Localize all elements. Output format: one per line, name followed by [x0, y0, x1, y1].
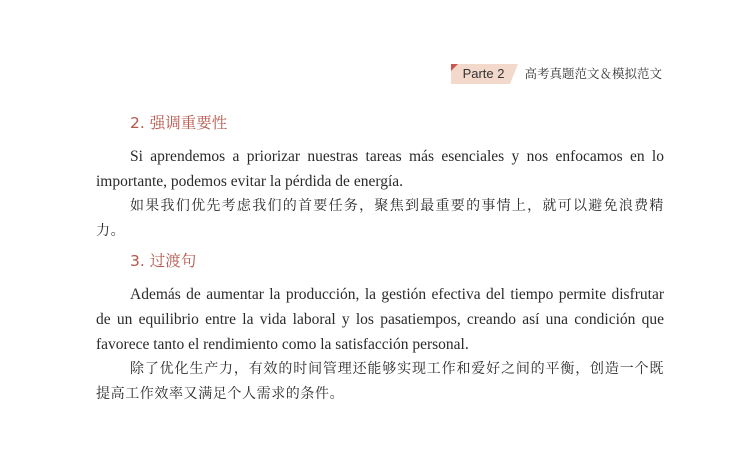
page-content: [96, 112, 664, 407]
page-header: [451, 64, 662, 84]
section-heading: 2. 强调重要性: [130, 114, 228, 132]
spanish-paragraph: Si aprendemos a priorizar nuestras tareas más esenciales y nos enfocamos en lo importante, podemos evitar la pérdida de energía.: [96, 148, 664, 190]
part-label: Parte 2: [451, 64, 511, 84]
chinese-paragraph: 除了优化生产力，有效的时间管理还能够实现工作和爱好之间的平衡，创造一个既提高工作效率又满足个人需求的条件。: [96, 361, 664, 402]
header-title: 高考真题范文＆模拟范文: [524, 66, 662, 81]
spanish-paragraph: Además de aumentar la producción, la gestión efectiva del tiempo permite disfrutar de un equilibrio entre la vida laboral y los pasatiempos, creando así una condición que favorece tanto el rendimiento como la satisfacción personal.: [96, 286, 664, 353]
section-heading: 3. 过渡句: [130, 252, 197, 270]
chinese-paragraph: 如果我们优先考虑我们的首要任务，聚焦到最重要的事情上，就可以避免浪费精力。: [96, 198, 664, 239]
section-transition-sentence: [96, 250, 664, 407]
section-emphasize-importance: [96, 112, 664, 244]
